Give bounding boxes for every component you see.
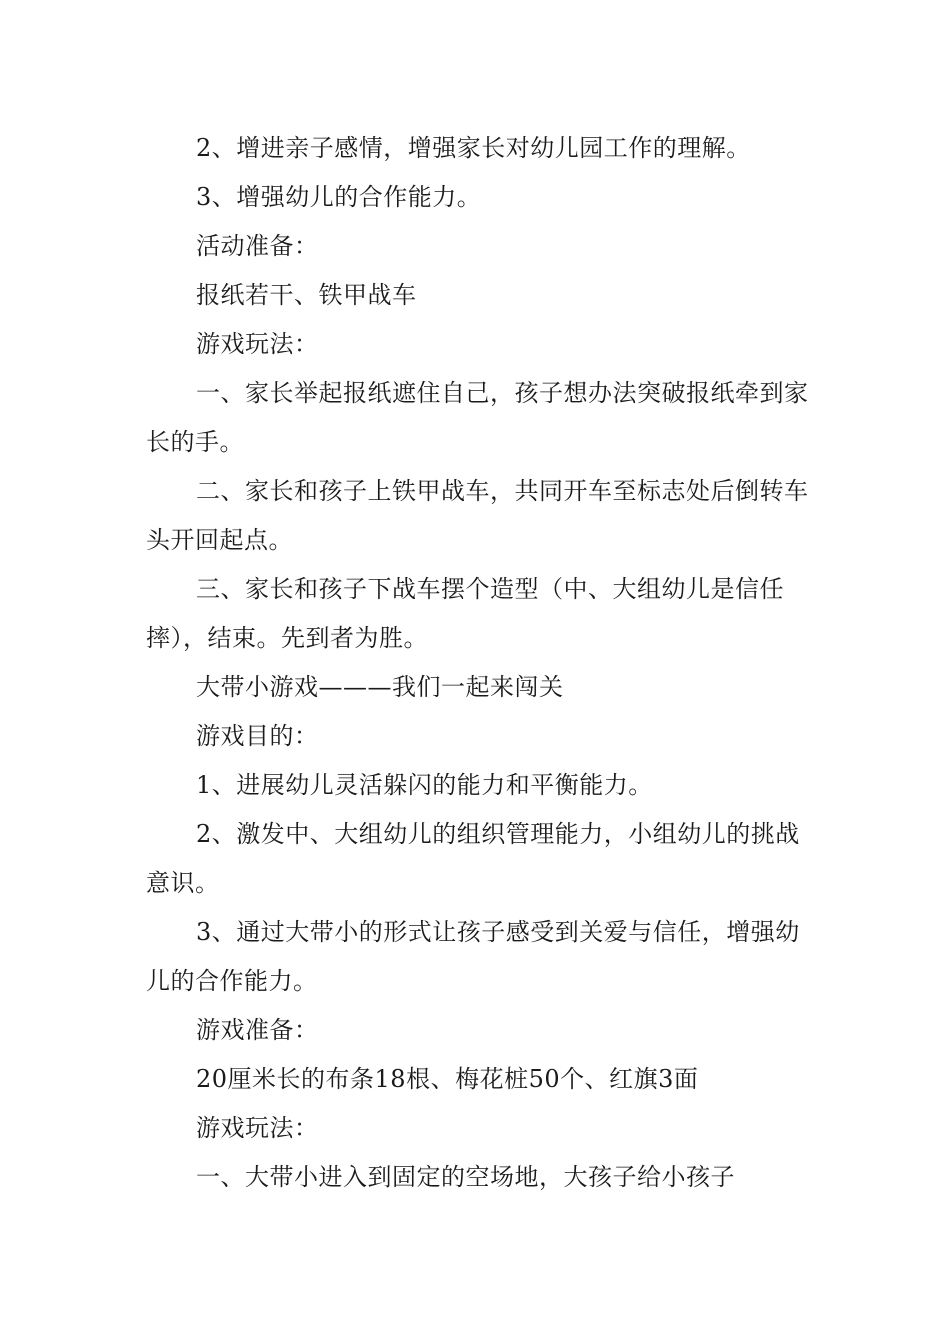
paragraph-rule-2: 二、家长和孩子上铁甲战车，共同开车至标志处后倒转车头开回起点。: [146, 477, 809, 554]
paragraph-game-materials: 20厘米长的布条18根、梅花桩50个、红旗3面: [196, 1065, 699, 1093]
paragraph-goal-3: 3、增强幼儿的合作能力。: [196, 183, 482, 211]
paragraph-rule-final: 一、大带小进入到固定的空场地，大孩子给小孩子: [196, 1163, 735, 1191]
heading-game-rules-2: 游戏玩法：: [196, 1114, 319, 1142]
heading-game-rules: 游戏玩法：: [196, 330, 319, 358]
paragraph-goal-2: 2、增进亲子感情，增强家长对幼儿园工作的理解。: [196, 134, 751, 162]
heading-game-preparation: 游戏准备：: [196, 1016, 319, 1044]
paragraph-purpose-3: 3、通过大带小的形式让孩子感受到关爱与信任，增强幼儿的合作能力。: [146, 918, 800, 995]
paragraph-rule-3: 三、家长和孩子下战车摆个造型（中、大组幼儿是信任摔），结束。先到者为胜。: [146, 575, 784, 652]
paragraph-rule-1: 一、家长举起报纸遮住自己，孩子想办法突破报纸牵到家长的手。: [146, 379, 809, 456]
heading-activity-preparation: 活动准备：: [196, 232, 319, 260]
heading-game-purpose: 游戏目的：: [196, 722, 319, 750]
paragraph-purpose-2: 2、激发中、大组幼儿的组织管理能力，小组幼儿的挑战意识。: [146, 820, 800, 897]
heading-game-title: 大带小游戏———我们一起来闯关: [196, 673, 564, 701]
paragraph-materials: 报纸若干、铁甲战车: [196, 281, 417, 309]
paragraph-purpose-1: 1、进展幼儿灵活躲闪的能力和平衡能力。: [196, 771, 653, 799]
document-body: [146, 124, 810, 1202]
